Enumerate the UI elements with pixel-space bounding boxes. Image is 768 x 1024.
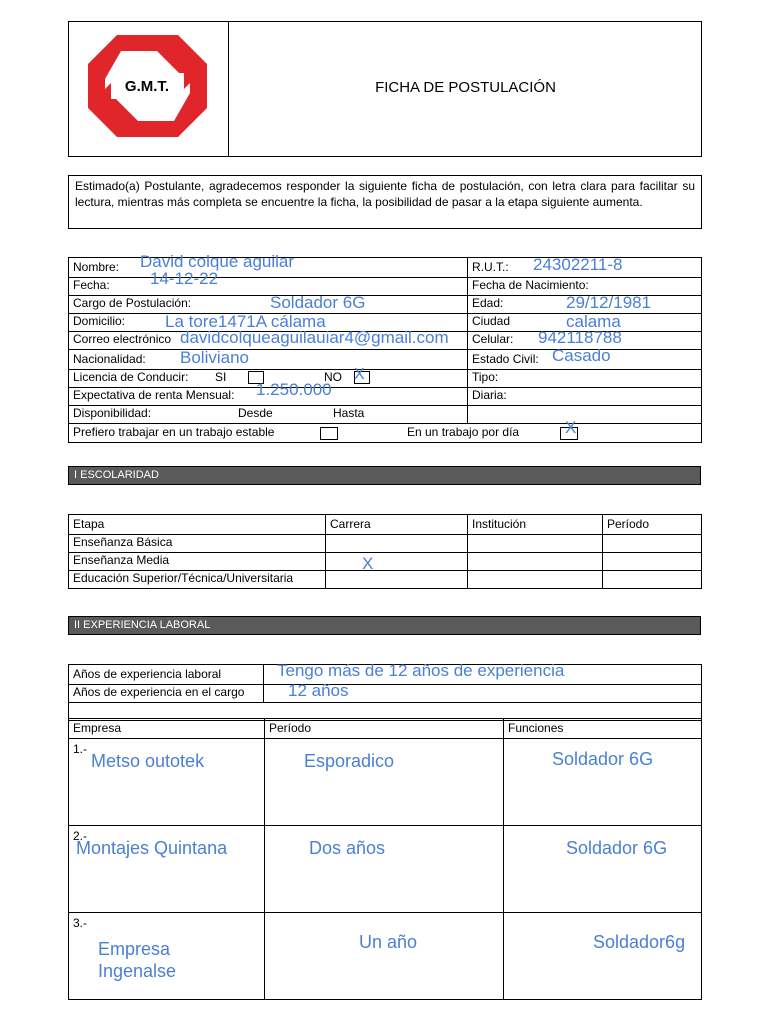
tipo-label: Tipo: — [472, 370, 499, 384]
basica-institucion — [468, 535, 603, 553]
job1-num: 1.- — [73, 742, 88, 756]
cargo-value: Soldador 6G — [270, 293, 366, 312]
cargo-cell — [69, 293, 468, 314]
nombre-value: David colque aguilar — [140, 252, 295, 271]
anos-label: Años de experiencia laboral — [69, 665, 264, 685]
estable-label: Prefiero trabajar en un trabajo estable — [73, 425, 275, 439]
carrera-header: Carrera — [326, 515, 468, 535]
estado-civil-value: Casado — [552, 346, 611, 365]
escolaridad-title: I ESCOLARIDAD — [74, 469, 159, 481]
media-institucion — [468, 553, 603, 571]
experiencia-section-bar — [68, 616, 701, 635]
por-dia-mark: X — [565, 418, 577, 437]
correo-label: Correo electrónico — [73, 332, 172, 346]
logo-icon — [85, 33, 210, 139]
domicilio-value: La tore1471A cálama — [165, 312, 326, 331]
nacionalidad-cell — [69, 350, 468, 370]
media-row-label: Enseñanza Media — [69, 553, 326, 571]
renta-value: 1.250.000 — [256, 380, 332, 399]
disponibilidad-cell — [69, 406, 468, 424]
job2-periodo: Dos años — [309, 838, 386, 858]
edad-label: Edad: — [472, 296, 504, 310]
fecha-value: 14-12-22 — [150, 269, 219, 288]
anos-cargo-label: Años de experiencia en el cargo — [69, 685, 264, 703]
superior-institucion — [468, 571, 603, 589]
media-mark: X — [362, 554, 374, 573]
estado-civil-label: Estado Civil: — [472, 352, 539, 366]
job2-num: 2.- — [73, 829, 88, 843]
renta-label: Expectativa de renta Mensual: — [73, 388, 235, 402]
ciudad-value: calama — [566, 312, 621, 331]
superior-carrera — [326, 571, 468, 589]
job2-funciones: Soldador 6G — [566, 838, 668, 858]
job3-periodo-cell — [265, 913, 504, 1000]
fecha-cell — [69, 278, 468, 296]
basica-periodo — [603, 535, 702, 553]
superior-periodo — [603, 571, 702, 589]
media-periodo — [603, 553, 702, 571]
nombre-label: Nombre: — [73, 260, 120, 274]
logo-text: G.M.T. — [124, 78, 170, 95]
domicilio-label: Domicilio: — [73, 314, 126, 328]
periodo-header: Período — [603, 515, 702, 535]
rut-value: 24302211-8 — [533, 255, 623, 274]
nacionalidad-label: Nacionalidad: — [73, 352, 146, 366]
etapa-header: Etapa — [69, 515, 326, 535]
cargo-label: Cargo de Postulación: — [73, 296, 192, 310]
hasta-label: Hasta — [333, 406, 365, 420]
disponibilidad-label: Disponibilidad: — [73, 406, 152, 420]
diaria-cell — [468, 388, 702, 406]
basica-carrera — [326, 535, 468, 553]
page-title: FICHA DE POSTULACIÓN — [375, 79, 556, 96]
empresa-header: Empresa — [69, 719, 265, 739]
fecha-label: Fecha: — [73, 278, 110, 292]
job3-funciones: Soldador6g — [593, 932, 686, 952]
diaria-label: Diaria: — [472, 388, 507, 402]
tipo-cell — [468, 370, 702, 388]
job3-periodo: Un año — [359, 932, 418, 952]
job1-funciones: Soldador 6G — [552, 749, 654, 769]
ciudad-label: Ciudad — [472, 314, 511, 328]
job3-empresa-line1: Empresa — [98, 939, 171, 959]
correo-value: davidcolqueaguilauiar4@gmail.com — [180, 328, 449, 347]
escolaridad-table — [68, 514, 702, 589]
institucion-header: Institución — [468, 515, 603, 535]
no-label: NO — [324, 370, 342, 384]
disponibilidad-empty — [468, 406, 702, 424]
intro-text: Estimado(a) Postulante, agradecemos responder la siguiente ficha de postulación, con letra clara para facilitar su lectura, mientras más completa se encuentre la ficha, la posibilidad de pasar a la etapa siguiente aumenta. — [75, 179, 695, 209]
preferencia-cell — [69, 424, 702, 443]
basica-row-label: Enseñanza Básica — [69, 535, 326, 553]
nacimiento-label: Fecha de Nacimiento: — [472, 278, 589, 292]
no-mark: X — [354, 366, 365, 383]
nacionalidad-value: Boliviano — [180, 348, 249, 367]
estable-checkbox[interactable] — [320, 427, 338, 440]
si-label: SI — [215, 370, 227, 384]
job3-empresa-line2: Ingenalse — [98, 961, 177, 981]
celular-label: Celular: — [472, 332, 514, 346]
licencia-label: Licencia de Conducir: — [73, 370, 189, 384]
funciones-header: Funciones — [504, 719, 702, 739]
job2-empresa: Montajes Quintana — [76, 838, 228, 858]
anos-cargo-value: 12 años — [288, 681, 349, 700]
job3-num: 3.- — [73, 916, 88, 930]
experiencia-title: II EXPERIENCIA LABORAL — [74, 619, 211, 631]
anos-value: Tengo más de 12 años de experiencia — [277, 661, 565, 680]
edad-value: 29/12/1981 — [566, 293, 652, 312]
por-dia-label: En un trabajo por día — [407, 425, 520, 439]
company-logo — [85, 33, 210, 139]
media-carrera — [326, 553, 468, 571]
job1-periodo: Esporadico — [304, 751, 395, 771]
rut-label: R.U.T.: — [472, 260, 509, 274]
periodo-exp-header: Período — [265, 719, 504, 739]
superior-row-label: Educación Superior/Técnica/Universitaria — [69, 571, 326, 589]
job1-empresa: Metso outotek — [91, 751, 205, 771]
job3-funciones-cell — [504, 913, 702, 1000]
desde-label: Desde — [238, 406, 273, 420]
intro-box — [68, 175, 702, 229]
celular-value: 942118788 — [538, 328, 622, 347]
escolaridad-section-bar — [68, 466, 701, 485]
